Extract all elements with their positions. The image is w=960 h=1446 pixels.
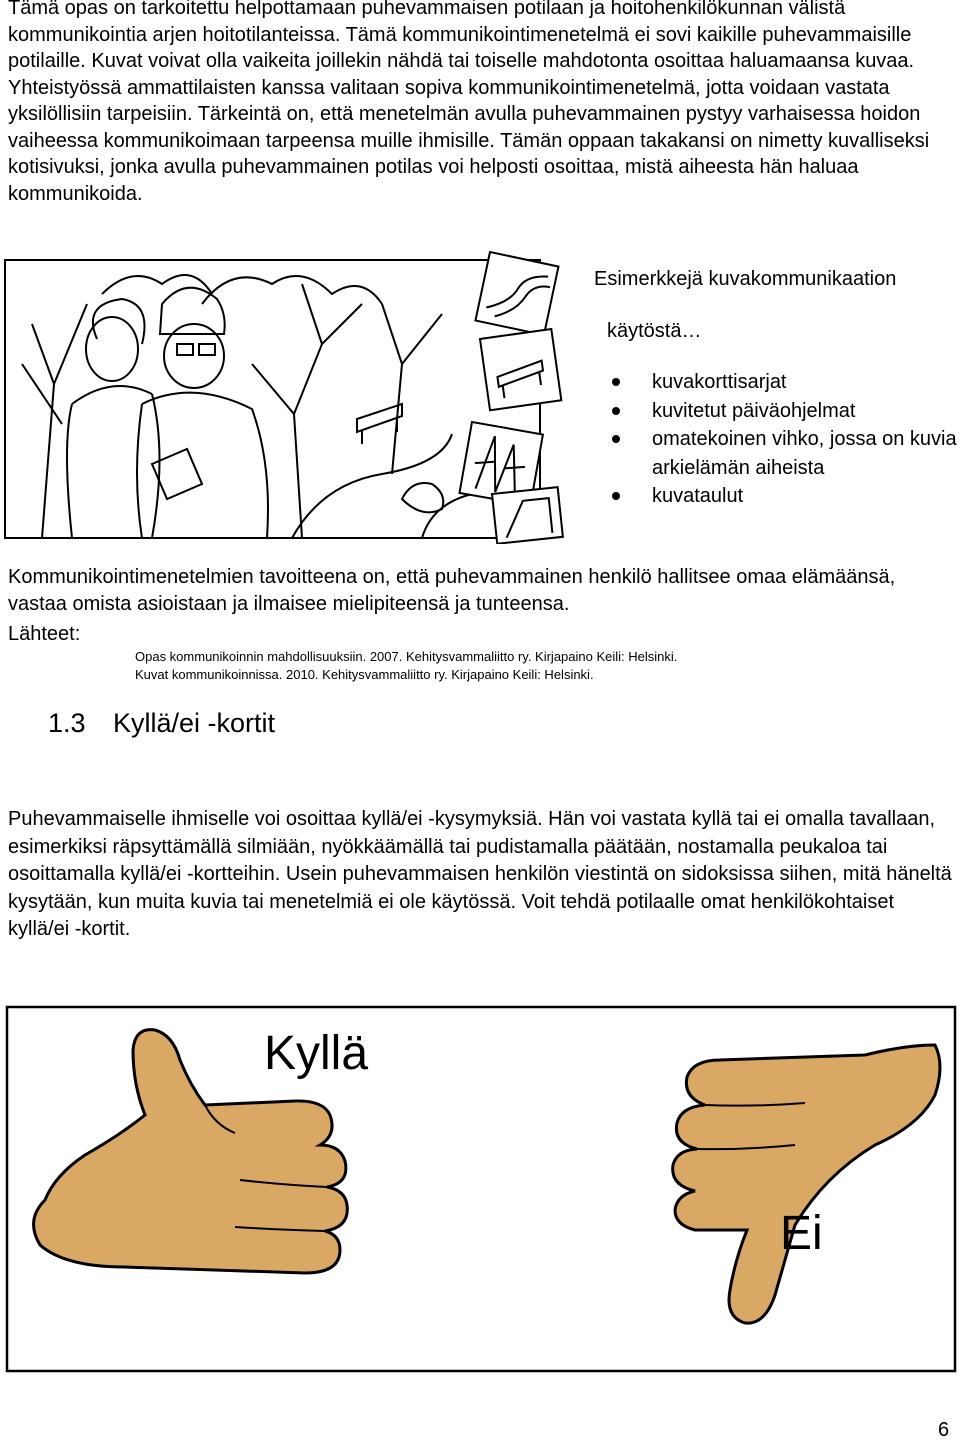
list-item: kuvataulut [612, 482, 957, 511]
list-item: kuvakorttisarjat [612, 368, 957, 397]
park-illustration [2, 244, 587, 544]
bullet-icon [612, 435, 620, 443]
sources-list [135, 648, 677, 683]
examples-title-cont: käytöstä… [607, 320, 702, 342]
section-number: 1.3 [48, 708, 86, 738]
bullet-icon [612, 407, 620, 415]
yesno-paragraph: Puhevammaiselle ihmiselle voi osoittaa kyllä/ei -kysymyksiä. Hän voi vastata kyllä tai ei omalla tavallaan, esimerkiksi räpsyttämällä silmiään, nyökkäämällä tai pudistamalla päätään, nostamalla peukaloa tai osoittamalla kyllä/ei -kortteihin. Usein puhevammaisen henkilön viestintä on sidoksissa siihen, mitä häneltä kysytään, kun muita kuvia tai menetelmiä ei ole käytössä. Voit tehdä potilaalle omat henkilökohtaiset kyllä/ei -kortit. [8, 808, 952, 940]
yes-label: Kyllä [264, 1027, 369, 1080]
list-item: kuvitetut päiväohjelmat [612, 397, 957, 426]
examples-title: Esimerkkejä kuvakommunikaation [594, 268, 897, 290]
sources-label: Lähteet: [8, 623, 81, 645]
page-number: 6 [938, 1419, 950, 1441]
source-ref: Opas kommunikoinnin mahdollisuuksiin. 2007. Kehitysvammaliitto ry. Kirjapaino Keili: Helsinki. [135, 649, 678, 664]
bullet-icon [612, 492, 620, 500]
goal-paragraph: Kommunikointimenetelmien tavoitteena on, että puhevammainen henkilö hallitsee omaa elämäänsä, vastaa omista asioistaan ja ilmaisee mielipiteensä ja tunteensa. [8, 566, 896, 615]
bullet-icon [612, 378, 620, 386]
list-item: omatekoinen vihko, jossa on kuvia arkielämän aiheista [612, 425, 957, 482]
no-label: Ei [780, 1207, 823, 1260]
section-heading [48, 706, 275, 740]
yes-no-cards [5, 1005, 957, 1375]
source-ref: Kuvat kommunikoinnissa. 2010. Kehitysvammaliitto ry. Kirjapaino Keili: Helsinki. [135, 666, 594, 682]
section-title: Kyllä/ei -kortit [113, 708, 276, 738]
intro-paragraph: Tämä opas on tarkoitettu helpottamaan puhevammaisen potilaan ja hoitohenkilökunnan välistä kommunikointia arjen hoitotilanteissa. Tämä kommunikointimenetelmä ei sovi kaikille puhevammaisille potilaille. Kuvat voivat olla vaikeita joillekin nähdä tai toiselle mahdotonta osoittaa haluamaansa kuvaa. Yhteistyössä ammattilaisten kanssa valitaan sopiva kommunikointimenetelmä, jotta voidaan vastata yksilöllisiin tarpeisiin. Tärkeintä on, että menetelmän avulla puhevammainen pystyy varhaisessa hoidon vaiheessa kommunikoimaan tarpeensa muille ihmisille. Tämän oppaan takakansi on nimetty kuvalliseksi kotisivuksi, jonka avulla puhevammainen potilas voi helposti osoittaa, mistä aiheesta hän haluaa kommunikoida. [8, 0, 930, 205]
examples-list [612, 368, 957, 511]
